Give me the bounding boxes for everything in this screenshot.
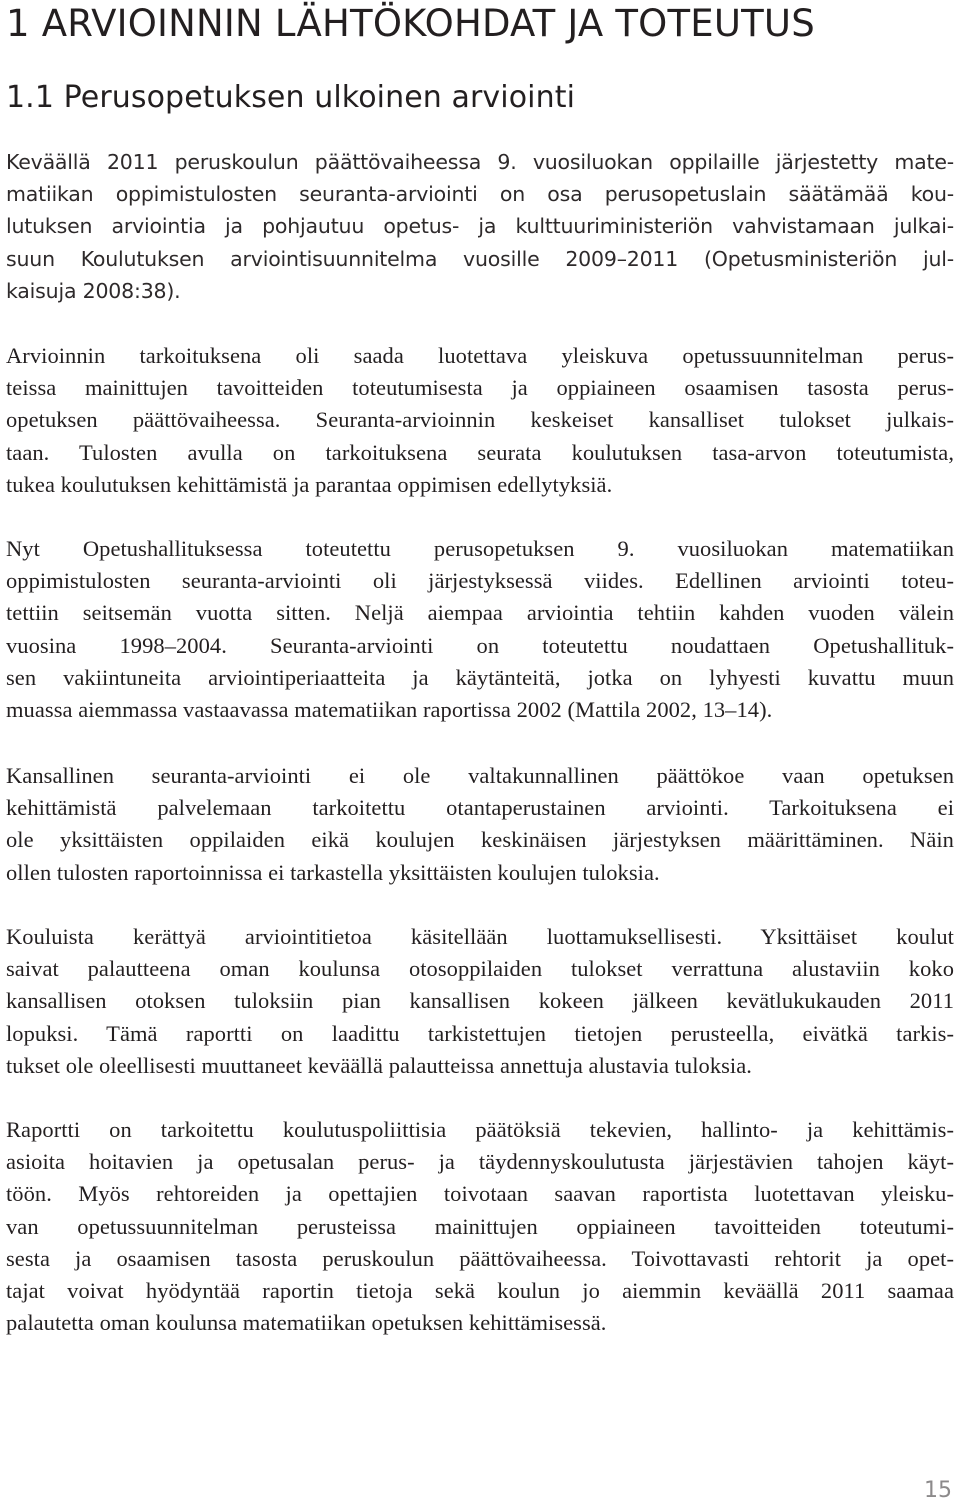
text-line: oppimistulosten seuranta-arviointi oli järjestyksessä viides. Edellinen arviointi toteu- — [6, 568, 954, 594]
text-line: ollen tulosten raportoinnissa ei tarkastella yksittäisten koulujen tuloksia. — [6, 859, 660, 885]
text-line: taan. Tulosten avulla on tarkoituksena seurata koulutuksen tasa-arvon toteutumista, — [6, 439, 954, 465]
text-line: Nyt Opetushallituksessa toteutettu perusopetuksen 9. vuosiluokan matematiikan — [6, 536, 954, 561]
text-line: muassa aiemmassa vastaavassa matematiikan raportissa 2002 (Mattila 2002, 13–14). — [6, 696, 773, 722]
text-line: lutuksen arviointia ja pohjautuu opetus- ja kulttuuriministeriön vahvistamaan julkai- — [6, 214, 954, 239]
text-line: ole yksittäisten oppilaiden eikä koulujen keskinäisen järjestyksen määrittäminen. Näin — [6, 827, 954, 853]
text-line: töön. Myös rehtoreiden ja opettajien toivotaan saavan raportista luotettavan yleisku- — [6, 1181, 954, 1207]
paragraph-1 — [6, 146, 954, 307]
text-line: kaisuja 2008:38). — [6, 278, 181, 303]
text-line: saivat palautteena oman koulunsa otosoppilaiden tulokset verrattuna alustaviin koko — [6, 956, 954, 982]
text-line: tajat voivat hyödyntää raportin tietoja sekä koulun jo aiemmin keväällä 2011 saamaa — [6, 1277, 954, 1303]
text-line: teissa mainittujen tavoitteiden toteutumisesta ja oppiaineen osaamisen tasosta perus- — [6, 375, 954, 401]
paragraph-6 — [6, 1114, 954, 1339]
text-line: tettiin seitsemän vuotta sitten. Neljä aiempaa arviointia tehtiin kahden vuoden välein — [6, 600, 954, 626]
page-number: 15 — [924, 1478, 952, 1503]
text-line: tukea koulutuksen kehittämistä ja parantaa oppimisen edellytyksiä. — [6, 471, 613, 497]
text-line: opetuksen päättövaiheessa. Seuranta-arvioinnin keskeiset kansalliset tulokset julkais- — [6, 407, 954, 433]
paragraph-2 — [6, 340, 954, 501]
section-heading: 1.1 Perusopetuksen ulkoinen arviointi — [6, 80, 576, 115]
text-line: Arvioinnin tarkoituksena oli saada luotettava yleiskuva opetussuunnitelman perus- — [6, 343, 954, 368]
text-line: matiikan oppimistulosten seuranta-arviointi on osa perusopetuslain säätämää kou- — [6, 182, 954, 207]
text-line: sesta ja osaamisen tasosta peruskoulun päättövaiheessa. Toivottavasti rehtorit ja opet- — [6, 1245, 954, 1271]
paragraph-5 — [6, 921, 954, 1082]
text-line: kansallisen otoksen tuloksiin pian kansallisen kokeen jälkeen kevätlukukauden 2011 — [6, 988, 954, 1014]
text-line: lopuksi. Tämä raportti on laadittu tarkistettujen tietojen perusteella, eivätkä tarkis- — [6, 1020, 954, 1046]
text-line: kehittämistä palvelemaan tarkoitettu otantaperustainen arviointi. Tarkoituksena ei — [6, 795, 954, 821]
text-line: vuosina 1998–2004. Seuranta-arviointi on toteutettu noudattaen Opetushallituk- — [6, 632, 954, 658]
paragraph-4 — [6, 760, 954, 889]
text-line: asioita hoitavien ja opetusalan perus- ja täydennyskoulutusta järjestävien tahojen käyt- — [6, 1149, 954, 1175]
text-line: sen vakiintuneita arviointiperiaatteita ja käytänteitä, jotka on lyhyesti kuvattu muun — [6, 664, 954, 690]
chapter-heading: 1 ARVIOINNIN LÄHTÖKOHDAT JA TOTEUTUS — [6, 2, 815, 45]
text-line: suun Koulutuksen arviointisuunnitelma vuosille 2009–2011 (Opetusministeriön jul- — [6, 246, 954, 271]
text-line: van opetussuunnitelman perusteissa mainittujen oppiaineen tavoitteiden toteutumi- — [6, 1213, 954, 1239]
text-line: Raportti on tarkoitettu koulutuspoliittisia päätöksiä tekevien, hallinto- ja kehittämis- — [6, 1117, 954, 1142]
paragraph-3 — [6, 533, 954, 726]
text-line: Kouluista kerättyä arviointitietoa käsitellään luottamuksellisesti. Yksittäiset koulut — [6, 924, 954, 949]
text-line: palautetta oman koulunsa matematiikan opetuksen kehittämisessä. — [6, 1310, 607, 1336]
text-line: tukset ole oleellisesti muuttaneet keväällä palautteissa annettuja alustavia tuloksia. — [6, 1052, 752, 1078]
text-line: Keväällä 2011 peruskoulun päättövaiheessa 9. vuosiluokan oppilaille järjestetty mate- — [6, 150, 954, 174]
text-line: Kansallinen seuranta-arviointi ei ole valtakunnallinen päättökoe vaan opetuksen — [6, 763, 954, 788]
